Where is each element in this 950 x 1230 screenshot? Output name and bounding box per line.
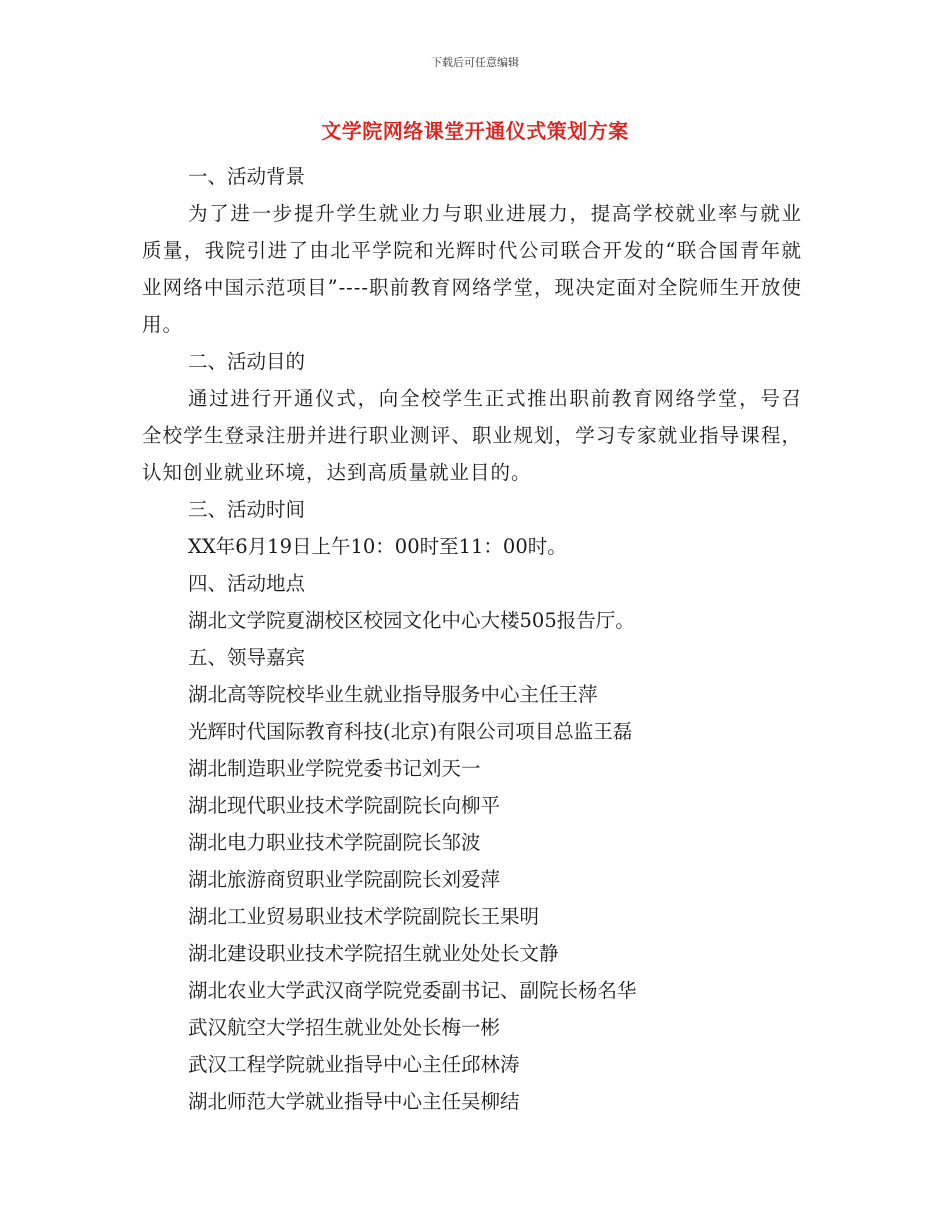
page-header-note: 下载后可任意编辑 [431,56,519,69]
section-heading-background: 一、活动背景 [188,165,306,188]
document-title: 文学院网络课堂开通仪式策划方案 [321,119,629,143]
paragraph-background: 为了进一步提升学生就业力与职业进展力，提高学校就业率与就业质量，我院引进了由北平学院和光辉时代公司联合开发的“联合国青年就业网络中国示范项目”----职前教育网络学堂，现决定面对全院师生开放使用。 [142,202,802,336]
paragraph-location: 湖北文学院夏湖校区校园文化中心大楼505报告厅。 [188,609,635,632]
guest-item: 湖北工业贸易职业技术学院副院长王果明 [188,905,540,928]
guest-item: 湖北制造职业学院党委书记刘天一 [188,757,481,780]
guest-list [142,676,802,1120]
guest-item: 光辉时代国际教育科技(北京)有限公司项目总监王磊 [188,720,633,743]
section-heading-purpose: 二、活动目的 [188,350,306,373]
guest-item: 湖北师范大学就业指导中心主任吴柳结 [188,1090,520,1113]
document-body [142,158,802,1120]
paragraph-purpose: 通过进行开通仪式，向全校学生正式推出职前教育网络学堂，号召全校学生登录注册并进行职业测评、职业规划，学习专家就业指导课程，认知创业就业环境，达到高质量就业目的。 [142,387,802,484]
guest-item: 湖北现代职业技术学院副院长向柳平 [188,794,501,817]
guest-item: 湖北电力职业技术学院副院长邹波 [188,831,481,854]
guest-item: 湖北旅游商贸职业学院副院长刘爱萍 [188,868,501,891]
guest-item: 湖北农业大学武汉商学院党委副书记、副院长杨名华 [188,979,637,1002]
guest-item: 武汉航空大学招生就业处处长梅一彬 [188,1016,501,1039]
section-heading-time: 三、活动时间 [188,498,306,521]
paragraph-time: XX年6月19日上午10：00时至11：00时。 [188,535,567,558]
section-heading-guests: 五、领导嘉宾 [188,646,306,669]
section-heading-location: 四、活动地点 [188,572,306,595]
guest-item: 湖北高等院校毕业生就业指导服务中心主任王萍 [188,683,598,706]
guest-item: 武汉工程学院就业指导中心主任邱林涛 [188,1053,520,1076]
guest-item: 湖北建设职业技术学院招生就业处处长文静 [188,942,559,965]
